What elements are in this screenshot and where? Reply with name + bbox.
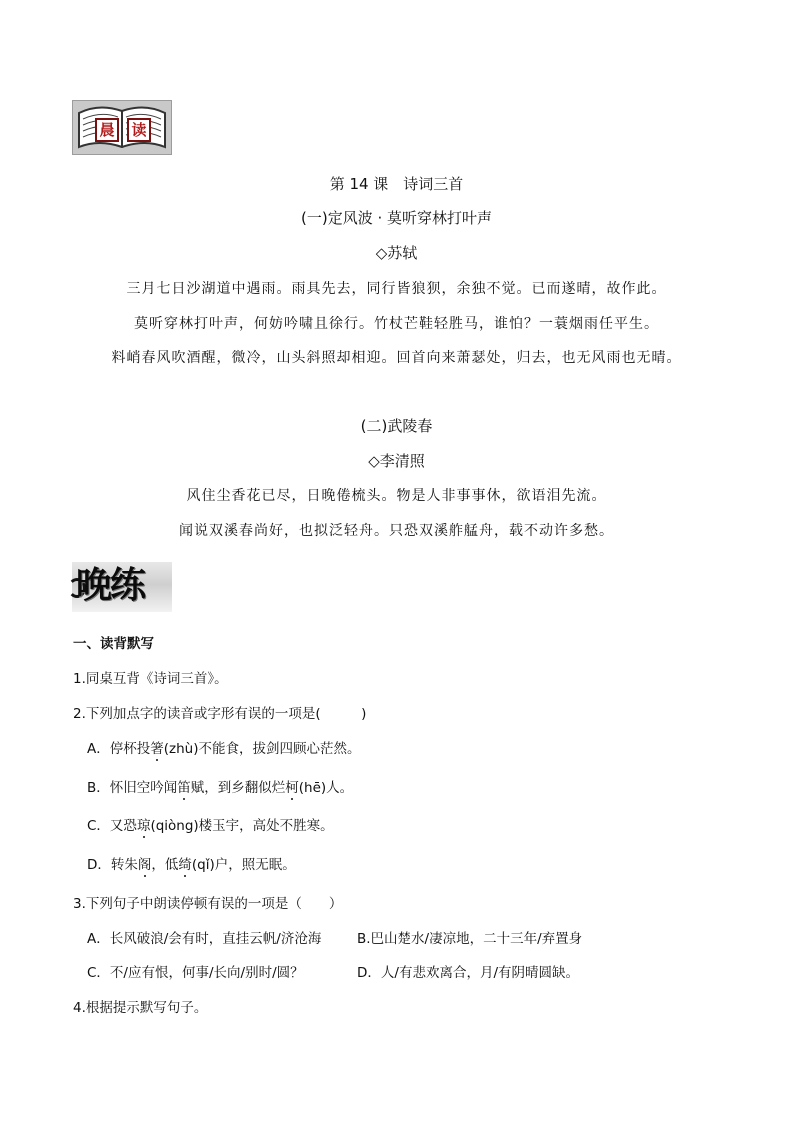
question-3-stem: 3.下列句子中朗读停顿有误的一项是（ ） [73, 896, 343, 912]
dotted-char: 柯 [285, 780, 299, 796]
poem1-title: (一)定风波 · 莫听穿林打叶声 [300, 209, 492, 227]
question-1: 1.同桌互背《诗词三首》。 [73, 671, 228, 687]
question-2-option-c [87, 814, 334, 834]
dotted-char: 笛 [177, 780, 191, 796]
logo-char-du: 读 [127, 118, 151, 142]
option-text: ，低 [151, 857, 179, 873]
question-2-stem: 2.下列加点字的读音或字形有误的一项是( ) [73, 706, 367, 722]
question-3-option-d: D．人/有悲欢离合，月/有阴晴圆缺。 [357, 965, 579, 981]
dotted-char: 阁 [137, 857, 152, 873]
question-3-option-a: A．长风破浪/会有时，直挂云帆/济沧海 [87, 931, 322, 947]
poem1-line: 料峭春风吹酒醒，微冷，山头斜照却相迎。回首向来萧瑟处，归去，也无风雨也无晴。 [111, 350, 682, 366]
poem2-title: (二)武陵春 [360, 417, 433, 435]
lesson-title: 第 14 课 诗词三首 [329, 175, 464, 193]
option-text: (zhù)不能食，拔剑四顾心茫然。 [163, 741, 361, 757]
question-2-option-b [87, 776, 353, 796]
poem2-line: 风住尘香花已尽，日晚倦梳头。物是人非事事休，欲语泪先流。 [186, 488, 607, 504]
option-text: D．转朱 [87, 857, 138, 873]
dotted-char: 绮 [178, 857, 192, 873]
dotted-char: 琼 [136, 818, 151, 834]
question-3-option-c: C．不/应有恨，何事/长向/别时/圆？ [87, 965, 304, 981]
poem2-author: ◇李清照 [368, 452, 425, 470]
question-3-option-b: B.巴山楚水/凄凉地，二十三年/弃置身 [357, 931, 583, 947]
logo-char-chen: 晨 [95, 118, 119, 142]
option-text: B．怀旧空吟闻 [87, 780, 178, 796]
section-heading: 一、读背默写 [73, 636, 154, 652]
question-2-option-a [87, 737, 360, 757]
open-book-icon [73, 101, 171, 154]
option-text: (qǐ)户，照无眠。 [191, 857, 296, 873]
option-text: A．停杯投 [87, 741, 151, 757]
logo-text: 晚练 [76, 565, 145, 606]
option-text: (qiòng)楼玉宇，高处不胜寒。 [150, 818, 334, 834]
poem1-line: 三月七日沙湖道中遇雨。雨具先去，同行皆狼狈，余独不觉。已而遂晴，故作此。 [126, 281, 667, 297]
poem2-line: 闻说双溪春尚好，也拟泛轻舟。只恐双溪舴艋舟，载不动许多愁。 [179, 523, 614, 539]
question-2-option-d [87, 853, 296, 873]
question-4: 4.根据提示默写句子。 [73, 1000, 208, 1016]
morning-reading-logo [72, 100, 172, 155]
option-text: (hē)人。 [298, 780, 354, 796]
evening-practice-logo [72, 562, 172, 612]
poem1-author: ◇苏轼 [375, 244, 418, 262]
dotted-char: 箸 [150, 741, 164, 757]
poem1-line: 莫听穿林打叶声，何妨吟啸且徐行。竹杖芒鞋轻胜马，谁怕？一蓑烟雨任平生。 [134, 316, 659, 332]
option-text: 赋，到乡翻似烂 [190, 780, 286, 796]
option-text: C．又恐 [87, 818, 137, 834]
